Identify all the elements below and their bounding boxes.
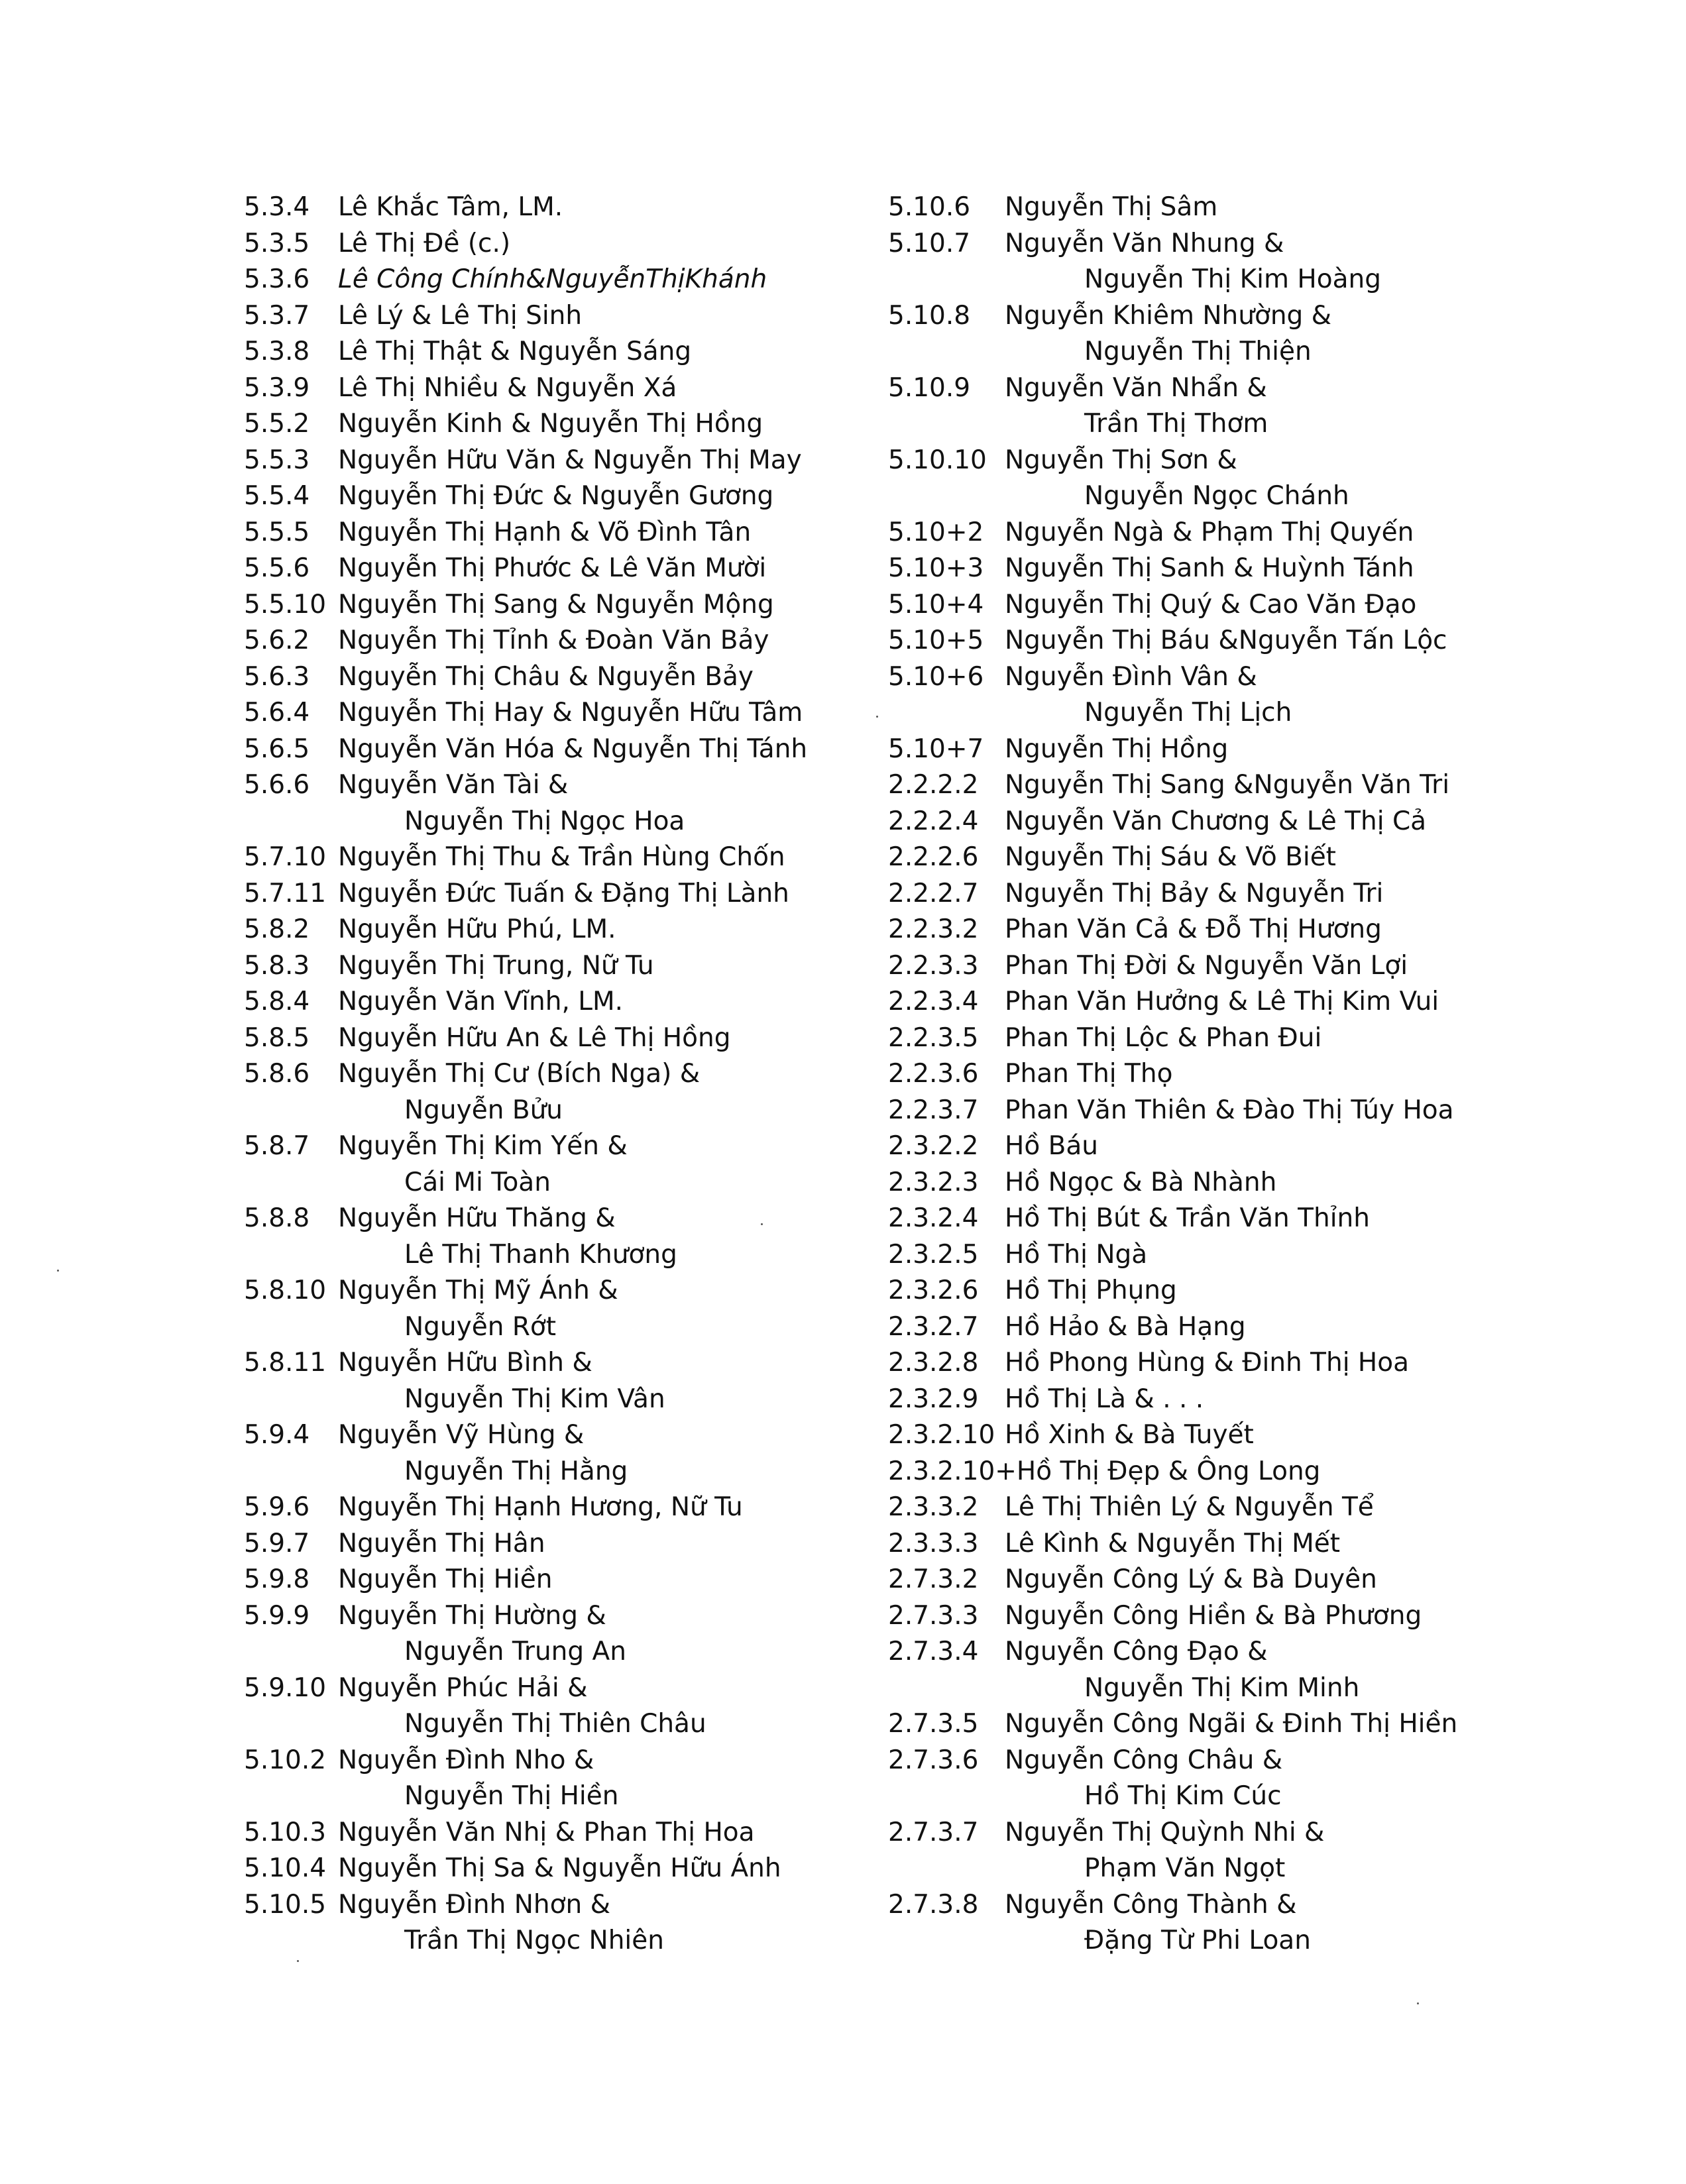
entry-number: 5.10.4 [244,1853,327,1883]
list-item [888,732,1657,768]
entry-names: Nguyễn Đình Nho & [338,1745,594,1775]
entry-number: 5.5.2 [244,409,310,439]
entry-number: 5.10.8 [888,300,971,331]
list-item [888,948,1657,985]
entry-number: 2.3.2.7 [888,1311,979,1342]
entry-number: 5.10.6 [888,192,971,222]
entry-names: Hồ Thị Bút & Trần Văn Thỉnh [1005,1203,1370,1233]
entry-number: 5.8.2 [244,914,310,944]
entry-names: Nguyễn Văn Tài & [338,770,569,800]
entry-names: Lê Kình & Nguyễn Thị Mết [1005,1528,1341,1558]
entry-names: Nguyễn Thị Hay & Nguyễn Hữu Tâm [338,698,803,728]
entry-names: Nguyễn Đình Nhơn & [338,1889,611,1920]
entry-number: 5.9.7 [244,1528,310,1558]
entry-number: 5.8.6 [244,1059,310,1089]
entry-number: 5.6.3 [244,661,310,692]
entry-names: Nguyễn Thị Sơn & [1005,445,1237,475]
entry-names: Nguyễn Thị Châu & Nguyễn Bảy [338,661,754,692]
list-item [244,1020,907,1057]
entry-names: Lê Thị Đề (c.) [338,228,511,258]
entry-names: Nguyễn Thị Mỹ Ánh & [338,1276,618,1305]
entry-names: Nguyễn Công Lý & Bà Duyên [1005,1564,1377,1594]
entry-number: 2.2.3.5 [888,1022,979,1053]
entry-number: 5.3.8 [244,337,310,366]
scan-speck [876,716,878,718]
entry-number: 5.10+4 [888,589,984,620]
entry-continuation: Nguyễn Thị Thiên Châu [404,1709,706,1739]
entry-names: Nguyễn Vỹ Hùng & [338,1420,585,1450]
list-item [244,1851,907,1887]
list-item [888,1526,1657,1562]
entry-number: 5.7.11 [244,878,327,908]
entry-number: 5.3.9 [244,372,310,403]
entry-names: Nguyễn Thị Hường & [338,1600,606,1631]
entry-number: 5.8.8 [244,1203,310,1233]
entry-names: Hồ Thị Là & . . . [1005,1384,1204,1414]
entry-number: 2.3.2.10 [888,1420,995,1450]
entry-number: 2.2.3.3 [888,950,979,981]
list-item [888,587,1657,624]
list-item [244,876,907,912]
list-item [888,659,1657,732]
scan-speck [57,1270,59,1272]
list-item [888,1309,1657,1346]
list-item [244,406,907,443]
entry-number: 2.3.3.3 [888,1528,979,1558]
entry-number: 5.10+7 [888,734,984,764]
scan-speck [297,1960,299,1962]
entry-number: 2.2.2.7 [888,878,979,908]
list-item [888,226,1657,298]
entry-text: 2.3.2.10+Hồ Thị Đẹp & Ông Long [888,1456,1321,1486]
entry-continuation: Nguyễn Thị Lịch [1084,698,1292,728]
entry-names: Hồ Xinh & Bà Tuyết [1005,1420,1254,1450]
entry-number: 5.3.4 [244,192,310,222]
entry-names: Nguyễn Công Châu & [1005,1745,1283,1775]
list-item [244,1056,907,1128]
list-item [888,912,1657,948]
entry-names: Nguyễn Thị Hạnh Hương, Nữ Tu [338,1492,743,1522]
list-item [888,1562,1657,1598]
list-item [888,515,1657,551]
list-item [244,623,907,659]
entry-names: Nguyễn Hữu Văn & Nguyễn Thị May [338,445,802,475]
entry-names: Nguyễn Thị Hạnh & Võ Đình Tân [338,517,752,547]
entry-number: 2.3.2.2 [888,1131,979,1161]
entry-continuation: Nguyễn Thị Hằng [404,1456,628,1486]
entry-continuation: Nguyễn Thị Hiền [404,1781,619,1811]
entry-number: 5.5.10 [244,589,327,620]
list-item [888,1056,1657,1093]
entry-number: 5.10+6 [888,661,984,692]
entry-continuation: Hồ Thị Kim Cúc [1084,1781,1282,1811]
list-item [888,1598,1657,1635]
entry-continuation: Nguyễn Rớt [404,1311,557,1342]
entry-number: 2.7.3.4 [888,1637,979,1666]
entry-names: Nguyễn Thị Hiền [338,1564,553,1594]
list-item [888,1815,1657,1887]
scan-speck [1417,2002,1419,2004]
list-item [244,912,907,948]
entry-continuation: Nguyễn Ngọc Chánh [1084,481,1349,511]
list-item [888,1887,1657,1959]
entry-names: Lê Thị Nhiều & Nguyễn Xá [338,372,677,403]
entry-number: 2.7.3.3 [888,1600,979,1631]
entry-names: Hồ Hảo & Bà Hạng [1005,1311,1246,1342]
list-item [244,298,907,335]
list-item [888,1273,1657,1309]
list-item [888,1743,1657,1815]
entry-names: Nguyễn Thị Phước & Lê Văn Mười [338,553,767,583]
list-item [244,1417,907,1490]
entry-continuation: Nguyễn Bửu [404,1095,563,1125]
entry-names: Phan Văn Cả & Đỗ Thị Hương [1005,914,1382,944]
list-item [888,1382,1657,1418]
entry-continuation: Trần Thị Thơm [1084,409,1268,439]
list-item [244,262,907,298]
entry-number: 2.2.3.4 [888,987,979,1016]
entry-names: Nguyễn Thị Sáu & Võ Biết [1005,842,1336,872]
entry-names: Nguyễn Thị Hân [338,1528,545,1558]
entry-number: 5.5.5 [244,517,310,547]
entry-number: 2.3.2.8 [888,1348,979,1378]
entry-continuation: Đặng Từ Phi Loan [1084,1926,1311,1955]
list-item [244,226,907,262]
list-item [888,1634,1657,1706]
entry-number: 5.9.10 [244,1672,327,1703]
entry-number: 5.10.5 [244,1889,327,1920]
entry-names: Hồ Phong Hùng & Đinh Thị Hoa [1005,1348,1410,1378]
entry-number: 5.9.9 [244,1600,310,1631]
list-item [244,695,907,732]
list-item [244,1562,907,1598]
list-item [244,1490,907,1526]
entry-names: Nguyễn Công Ngãi & Đinh Thị Hiền [1005,1709,1458,1739]
list-item [244,478,907,515]
entry-number: 5.6.6 [244,770,310,800]
list-item [888,1417,1657,1454]
list-item [888,1345,1657,1382]
entry-number: 5.8.3 [244,950,310,981]
entry-number: 2.3.3.2 [888,1492,979,1522]
entry-names: Phan Văn Thiên & Đào Thị Túy Hoa [1005,1095,1454,1125]
entry-names: Nguyễn Công Đạo & [1005,1637,1268,1666]
entry-number: 5.7.10 [244,842,327,872]
entry-names: Lê Công Chính&NguyễnThịKhánh [338,264,767,294]
list-item [244,1670,907,1743]
entry-continuation: Nguyễn Thị Kim Vân [404,1384,665,1414]
entry-number: 5.3.5 [244,228,310,258]
list-item [888,1454,1657,1490]
entry-number: 2.3.2.5 [888,1239,979,1270]
entry-number: 5.5.3 [244,445,310,475]
entry-names: Nguyễn Thị Bảy & Nguyễn Tri [1005,878,1384,908]
entry-continuation: Nguyễn Thị Kim Minh [1084,1672,1360,1703]
entry-number: 5.9.4 [244,1420,310,1450]
entry-number: 5.8.5 [244,1022,310,1053]
entry-names: Nguyễn Thị Quý & Cao Văn Đạo [1005,589,1417,620]
list-item [888,443,1657,515]
entry-names: Nguyễn Văn Chương & Lê Thị Cả [1005,806,1427,836]
list-item [244,1273,907,1345]
entry-names: Nguyễn Văn Nhẩn & [1005,372,1267,403]
entry-number: 2.2.3.6 [888,1059,979,1089]
entry-continuation: Nguyễn Thị Kim Hoàng [1084,264,1381,294]
entry-number: 2.7.3.5 [888,1709,979,1739]
list-item [244,370,907,407]
list-item [888,876,1657,912]
entry-names: Nguyễn Thị Báu &Nguyễn Tấn Lộc [1005,626,1447,655]
left-column [244,190,907,1959]
list-item [244,587,907,624]
entry-names: Phan Thị Lộc & Phan Đui [1005,1022,1322,1053]
entry-continuation: Lê Thị Thanh Khương [404,1239,677,1270]
list-item [244,840,907,876]
entry-names: Nguyễn Văn Vĩnh, LM. [338,987,624,1016]
list-item [244,1815,907,1851]
entry-number: 5.10.9 [888,372,971,403]
entry-continuation: Nguyễn Thị Ngọc Hoa [404,806,685,836]
list-item [888,1201,1657,1237]
list-item [888,1237,1657,1274]
entry-names: Nguyễn Phúc Hải & [338,1672,588,1703]
list-item [244,1887,907,1959]
entry-names: Nguyễn Đình Vân & [1005,661,1257,692]
entry-number: 2.7.3.6 [888,1745,979,1775]
entry-number: 5.9.8 [244,1564,310,1594]
list-item [888,984,1657,1020]
entry-number: 5.10+2 [888,517,984,547]
list-item [888,1706,1657,1743]
entry-names: Phan Thị Thọ [1005,1059,1173,1089]
entry-number: 2.7.3.2 [888,1564,979,1594]
entry-number: 5.8.4 [244,987,310,1016]
entry-names: Hồ Thị Ngà [1005,1239,1148,1270]
entry-names: Phan Văn Hưởng & Lê Thị Kim Vui [1005,987,1439,1016]
entry-names: Nguyễn Hữu Bình & [338,1348,592,1378]
list-item [888,298,1657,370]
list-item [244,190,907,226]
entry-names: Nguyễn Ngà & Phạm Thị Quyến [1005,517,1414,547]
entry-number: 5.6.4 [244,698,310,728]
entry-names: Nguyễn Thị Sa & Nguyễn Hữu Ánh [338,1853,781,1883]
list-item [244,767,907,840]
entry-names: Nguyễn Khiêm Nhường & [1005,300,1332,331]
entry-names: Nguyễn Hữu An & Lê Thị Hồng [338,1022,731,1053]
entry-number: 2.3.2.6 [888,1276,979,1305]
entry-names: Nguyễn Đức Tuấn & Đặng Thị Lành [338,878,789,908]
entry-names: Hồ Ngọc & Bà Nhành [1005,1167,1277,1197]
entry-names: Nguyễn Thị Tỉnh & Đoàn Văn Bảy [338,626,769,655]
entry-names: Lê Thị Thật & Nguyễn Sáng [338,337,692,366]
entry-number: 5.10.7 [888,228,971,258]
entry-names: Nguyễn Công Hiền & Bà Phương [1005,1600,1422,1631]
entry-number: 5.8.11 [244,1348,327,1378]
entry-number: 2.2.3.2 [888,914,979,944]
list-item [244,1345,907,1417]
list-item [888,1020,1657,1057]
entry-names: Lê Thị Thiên Lý & Nguyễn Tể [1005,1492,1374,1522]
entry-names: Nguyễn Thị Quỳnh Nhi & [1005,1817,1325,1847]
entry-continuation: Trần Thị Ngọc Nhiên [404,1926,664,1955]
list-item [244,1128,907,1201]
entry-continuation: Nguyễn Thị Thiện [1084,337,1312,366]
list-item [888,804,1657,840]
list-item [244,984,907,1020]
entry-number: 5.8.7 [244,1131,310,1161]
entry-number: 2.2.2.6 [888,842,979,872]
entry-number: 5.10.3 [244,1817,327,1847]
entry-number: 2.7.3.8 [888,1889,979,1920]
entry-number: 5.6.5 [244,734,310,764]
list-item [888,1165,1657,1201]
list-item [244,948,907,985]
list-item [888,370,1657,443]
list-item [244,334,907,370]
list-item [888,623,1657,659]
entry-number: 5.10+3 [888,553,984,583]
entry-names: Nguyễn Văn Hóa & Nguyễn Thị Tánh [338,734,808,764]
entry-names: Nguyễn Hữu Thăng & [338,1203,616,1233]
list-item [244,515,907,551]
entry-names: Nguyễn Thị Kim Yến & [338,1131,628,1161]
entry-names: Nguyễn Văn Nhị & Phan Thị Hoa [338,1817,755,1847]
entry-names: Nguyễn Hữu Phú, LM. [338,914,616,944]
list-item [888,1128,1657,1165]
entry-names: Nguyễn Thị Sang & Nguyễn Mộng [338,589,774,620]
list-item [244,1526,907,1562]
entry-names: Nguyễn Công Thành & [1005,1889,1297,1920]
entry-number: 2.2.2.2 [888,770,979,800]
entry-names: Phan Thị Đời & Nguyễn Văn Lợi [1005,950,1408,981]
entry-names: Nguyễn Thị Sang &Nguyễn Văn Tri [1005,770,1450,800]
list-item [244,732,907,768]
entry-continuation: Cái Mi Toàn [404,1167,551,1197]
list-item [244,443,907,479]
entry-number: 2.7.3.7 [888,1817,979,1847]
entry-number: 5.10+5 [888,626,984,655]
entry-number: 2.2.2.4 [888,806,979,836]
entry-names: Nguyễn Thị Thu & Trần Hùng Chốn [338,842,785,872]
right-column [888,190,1657,1959]
entry-names: Hồ Báu [1005,1131,1098,1161]
entry-number: 5.8.10 [244,1276,327,1305]
list-item [244,659,907,696]
entry-number: 5.3.7 [244,300,310,331]
entry-number: 5.3.6 [244,264,310,294]
list-item [888,1490,1657,1526]
entry-names: Nguyễn Văn Nhung & [1005,228,1284,258]
list-item [244,1743,907,1815]
entry-names: Nguyễn Thị Sâm [1005,192,1218,222]
entry-names: Hồ Thị Phụng [1005,1276,1177,1305]
entry-number: 5.10.2 [244,1745,327,1775]
entry-number: 2.2.3.7 [888,1095,979,1125]
entry-names: Nguyễn Thị Trung, Nữ Tu [338,950,654,981]
entry-continuation: Phạm Văn Ngọt [1084,1853,1286,1883]
entry-names: Lê Khắc Tâm, LM. [338,192,563,222]
entry-number: 5.5.4 [244,481,310,511]
entry-number: 5.10.10 [888,445,987,475]
entry-number: 5.5.6 [244,553,310,583]
entry-number: 2.3.2.9 [888,1384,979,1414]
list-item [244,551,907,587]
entry-names: Lê Lý & Lê Thị Sinh [338,300,583,331]
scan-speck [761,1223,763,1225]
list-item [888,767,1657,804]
list-item [888,840,1657,876]
entry-names: Nguyễn Thị Đức & Nguyễn Gương [338,481,774,511]
entry-names: Nguyễn Thị Sanh & Huỳnh Tánh [1005,553,1414,583]
entry-names: Nguyễn Thị Hồng [1005,734,1229,764]
list-item [888,551,1657,587]
entry-number: 2.3.2.3 [888,1167,979,1197]
entry-number: 2.3.2.4 [888,1203,979,1233]
list-item [244,1598,907,1670]
list-item [244,1201,907,1273]
list-item [888,190,1657,226]
entry-names: Nguyễn Kinh & Nguyễn Thị Hồng [338,409,763,439]
entry-number: 5.6.2 [244,626,310,655]
entry-names: Nguyễn Thị Cư (Bích Nga) & [338,1059,701,1089]
entry-number: 5.9.6 [244,1492,310,1522]
list-item [888,1093,1657,1129]
entry-continuation: Nguyễn Trung An [404,1637,626,1666]
